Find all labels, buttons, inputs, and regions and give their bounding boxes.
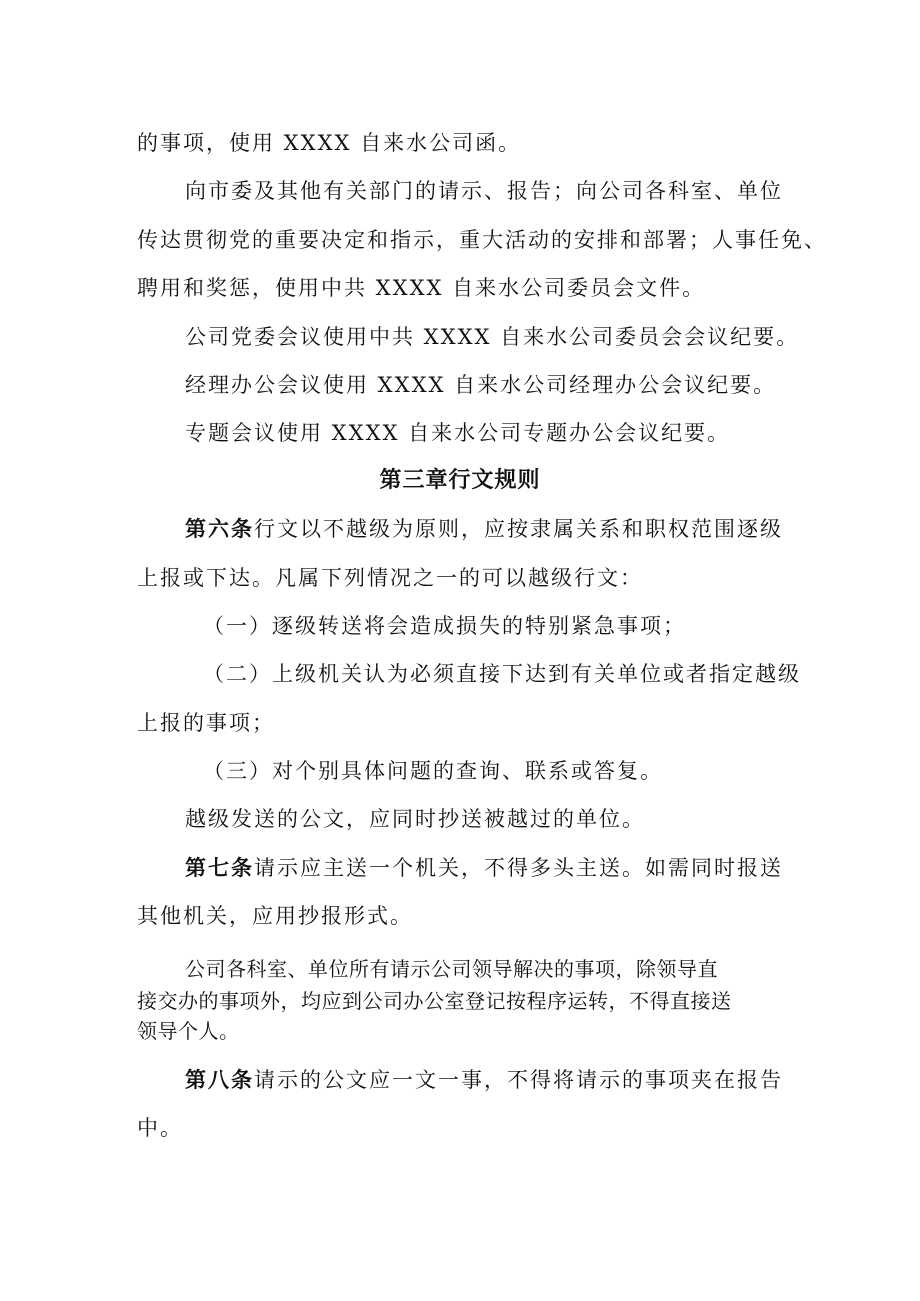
- text-line: 聘用和奖惩，使用中共 XXXX 自来水公司委员会文件。: [137, 276, 706, 300]
- text-line: 接交办的事项外，均应到公司办公室登记按程序运转，不得直接送: [137, 989, 732, 1013]
- article-label: 第七条: [185, 856, 254, 880]
- text-line: 领导个人。: [137, 1019, 240, 1043]
- text-line: 上报的事项；: [137, 711, 275, 735]
- text-line: 传达贯彻党的重要决定和指示，重大活动的安排和部署；人事任免、: [137, 228, 827, 252]
- article-text: 请示的公文应一文一事，不得将请示的事项夹在报告: [254, 1068, 783, 1092]
- text-line: 越级发送的公文，应同时抄送被越过的单位。: [185, 807, 645, 831]
- article-label: 第六条: [185, 517, 254, 541]
- text-line: 的事项，使用 XXXX 自来水公司函。: [137, 131, 522, 155]
- text-line: 其他机关，应用抄报形式。: [137, 904, 413, 928]
- text-line: 向市委及其他有关部门的请示、报告；向公司各科室、单位: [185, 179, 783, 203]
- text-line: 经理办公会议使用 XXXX 自来水公司经理办公会议纪要。: [185, 373, 777, 397]
- text-line: 公司各科室、单位所有请示公司领导解决的事项，除领导直: [185, 957, 718, 981]
- article-7-line: [185, 853, 783, 883]
- article-text: 行文以不越级为原则，应按隶属关系和职权范围逐级: [254, 517, 783, 541]
- article-label: 第八条: [185, 1068, 254, 1092]
- text-line: 专题会议使用 XXXX 自来水公司专题办公会议纪要。: [185, 421, 731, 445]
- chapter-heading: 第三章行文规则: [379, 468, 541, 493]
- text-line: 公司党委会议使用中共 XXXX 自来水公司委员会会议纪要。: [185, 325, 800, 349]
- list-item: （三）对个别具体问题的查询、联系或答复。: [203, 759, 663, 783]
- list-item: （一）逐级转送将会造成损失的特别紧急事项；: [203, 614, 686, 638]
- text-line: 上报或下达。凡属下列情况之一的可以越级行文：: [137, 566, 643, 590]
- article-text: 请示应主送一个机关，不得多头主送。如需同时报送: [254, 856, 783, 880]
- text-line: 中。: [137, 1116, 183, 1140]
- list-item: （二）上级机关认为必须直接下达到有关单位或者指定越级: [203, 662, 801, 686]
- article-8-line: [185, 1065, 783, 1095]
- article-6-line: [185, 514, 783, 544]
